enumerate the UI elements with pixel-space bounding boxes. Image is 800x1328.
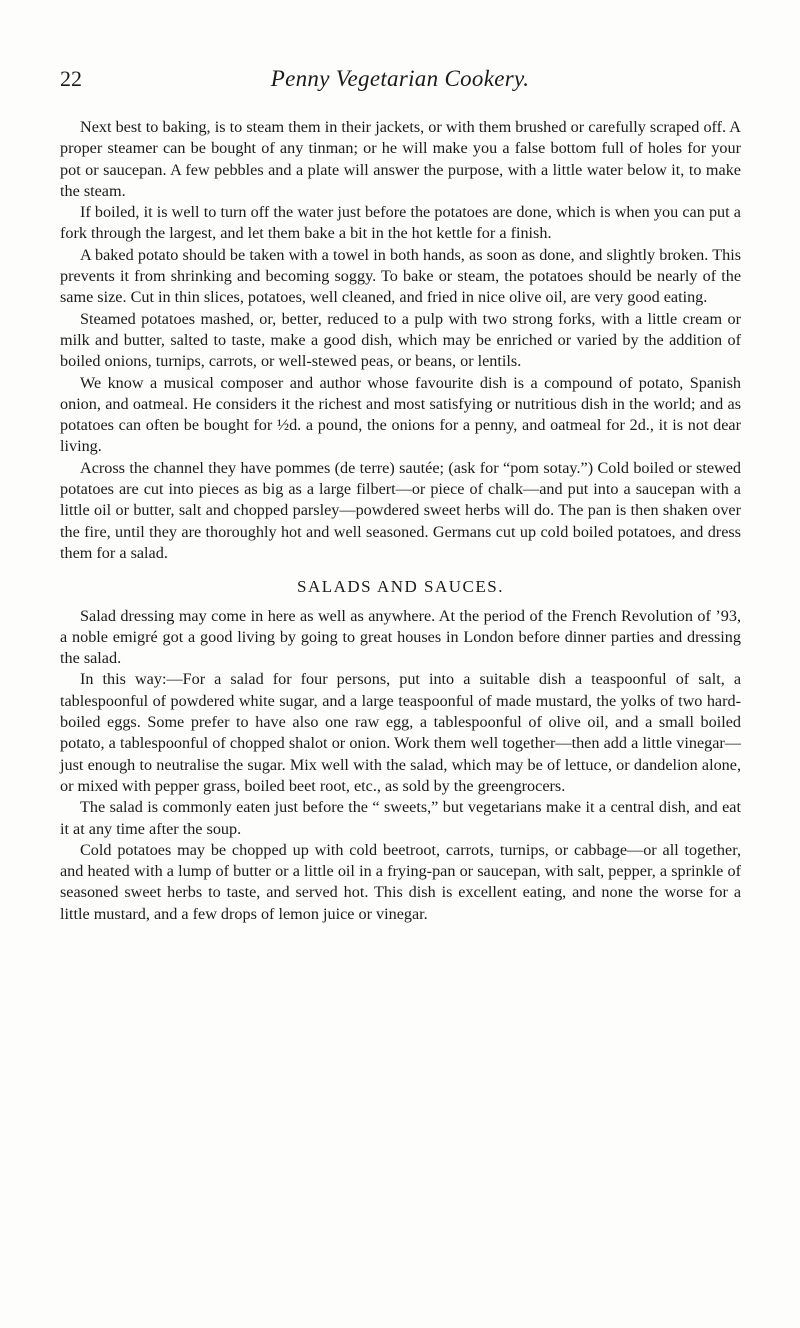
paragraph: A baked potato should be taken with a towel in both hands, as soon as done, and slightly broken. This prevents it from shrinking and becoming soggy. To bake or steam, the potatoes should be nearly of the same size. Cut in thin slices, potatoes, well cleaned, and fried in nice olive oil, are very good eating. (60, 245, 741, 307)
paragraph: We know a musical composer and author whose favourite dish is a compound of potato, Spanish onion, and oatmeal. He considers it the richest and most satisfying or nutritious dish in the world; and as potatoes can often be bought for ½d. a pound, the onions for a penny, and oatmeal for 2d., it is not dear living. (60, 373, 741, 456)
page-header (60, 66, 740, 106)
paragraph: Steamed potatoes mashed, or, better, reduced to a pulp with two strong forks, with a little cream or milk and butter, salted to taste, make a good dish, which may be enriched or varied by the addition of boiled onions, turnips, carrots, or well-stewed peas, or beans, or lentils. (60, 309, 741, 371)
paragraph: Across the channel they have pommes (de terre) sautée; (ask for “pom sotay.”) Cold boiled or stewed potatoes are cut into pieces as big as a large filbert—or piece of chalk—and put into a saucepan with a little oil or butter, salt and chopped parsley—powdered sweet herbs will do. The pan is then shaken over the fire, until they are thoroughly hot and well seasoned. Germans cut up cold boiled potatoes, and dress them for a salad. (60, 458, 741, 562)
running-title: Penny Vegetarian Cookery. (270, 66, 530, 91)
paragraph: In this way:—For a salad for four persons, put into a suitable dish a teaspoonful of salt, a tablespoonful of powdered white sugar, and a large teaspoonful of made mustard, the yolks of two hard-boiled eggs. Some prefer to have also one raw egg, a tablespoonful of olive oil, and a small boiled potato, a tablespoonful of chopped shalot or onion. Work them well together—then add a little vinegar—just enough to neutralise the sugar. Mix well with the salad, which may be of lettuce, or dandelion alone, or mixed with pepper grass, boiled beet root, etc., as sold by the greengrocers. (60, 670, 741, 795)
paragraph: Salad dressing may come in here as well as anywhere. At the period of the French Revolution of ’93, a noble emigré got a good living by going to great houses in London before dinner parties and dressing the salad. (60, 606, 741, 668)
paragraph: If boiled, it is well to turn off the water just before the potatoes are done, which is when you can put a fork through the largest, and let them bake a bit in the hot kettle for a finish. (60, 203, 741, 243)
section-heading: SALADS AND SAUCES. (297, 577, 504, 597)
paragraph: Cold potatoes may be chopped up with cold beetroot, carrots, turnips, or cabbage—or all together, and heated with a lump of butter or a little oil in a frying-pan or saucepan, with salt, pepper, a sprinkle of seasoned sweet herbs to taste, and served hot. This dish is excellent eating, and none the worse for a little mustard, and a few drops of lemon juice or vinegar. (60, 840, 741, 923)
paragraph: The salad is commonly eaten just before the “ sweets,” but vegetarians make it a central dish, and eat it at any time after the soup. (60, 798, 741, 838)
paragraph: Next best to baking, is to steam them in their jackets, or with them brushed or carefully scraped off. A proper steamer can be bought of any tinman; or he will make you a false bottom full of holes for your pot or saucepan. A few pebbles and a plate will answer the purpose, with a little water below it, to make the steam. (60, 118, 741, 200)
page-number: 22 (60, 66, 82, 91)
page-body (60, 117, 741, 925)
